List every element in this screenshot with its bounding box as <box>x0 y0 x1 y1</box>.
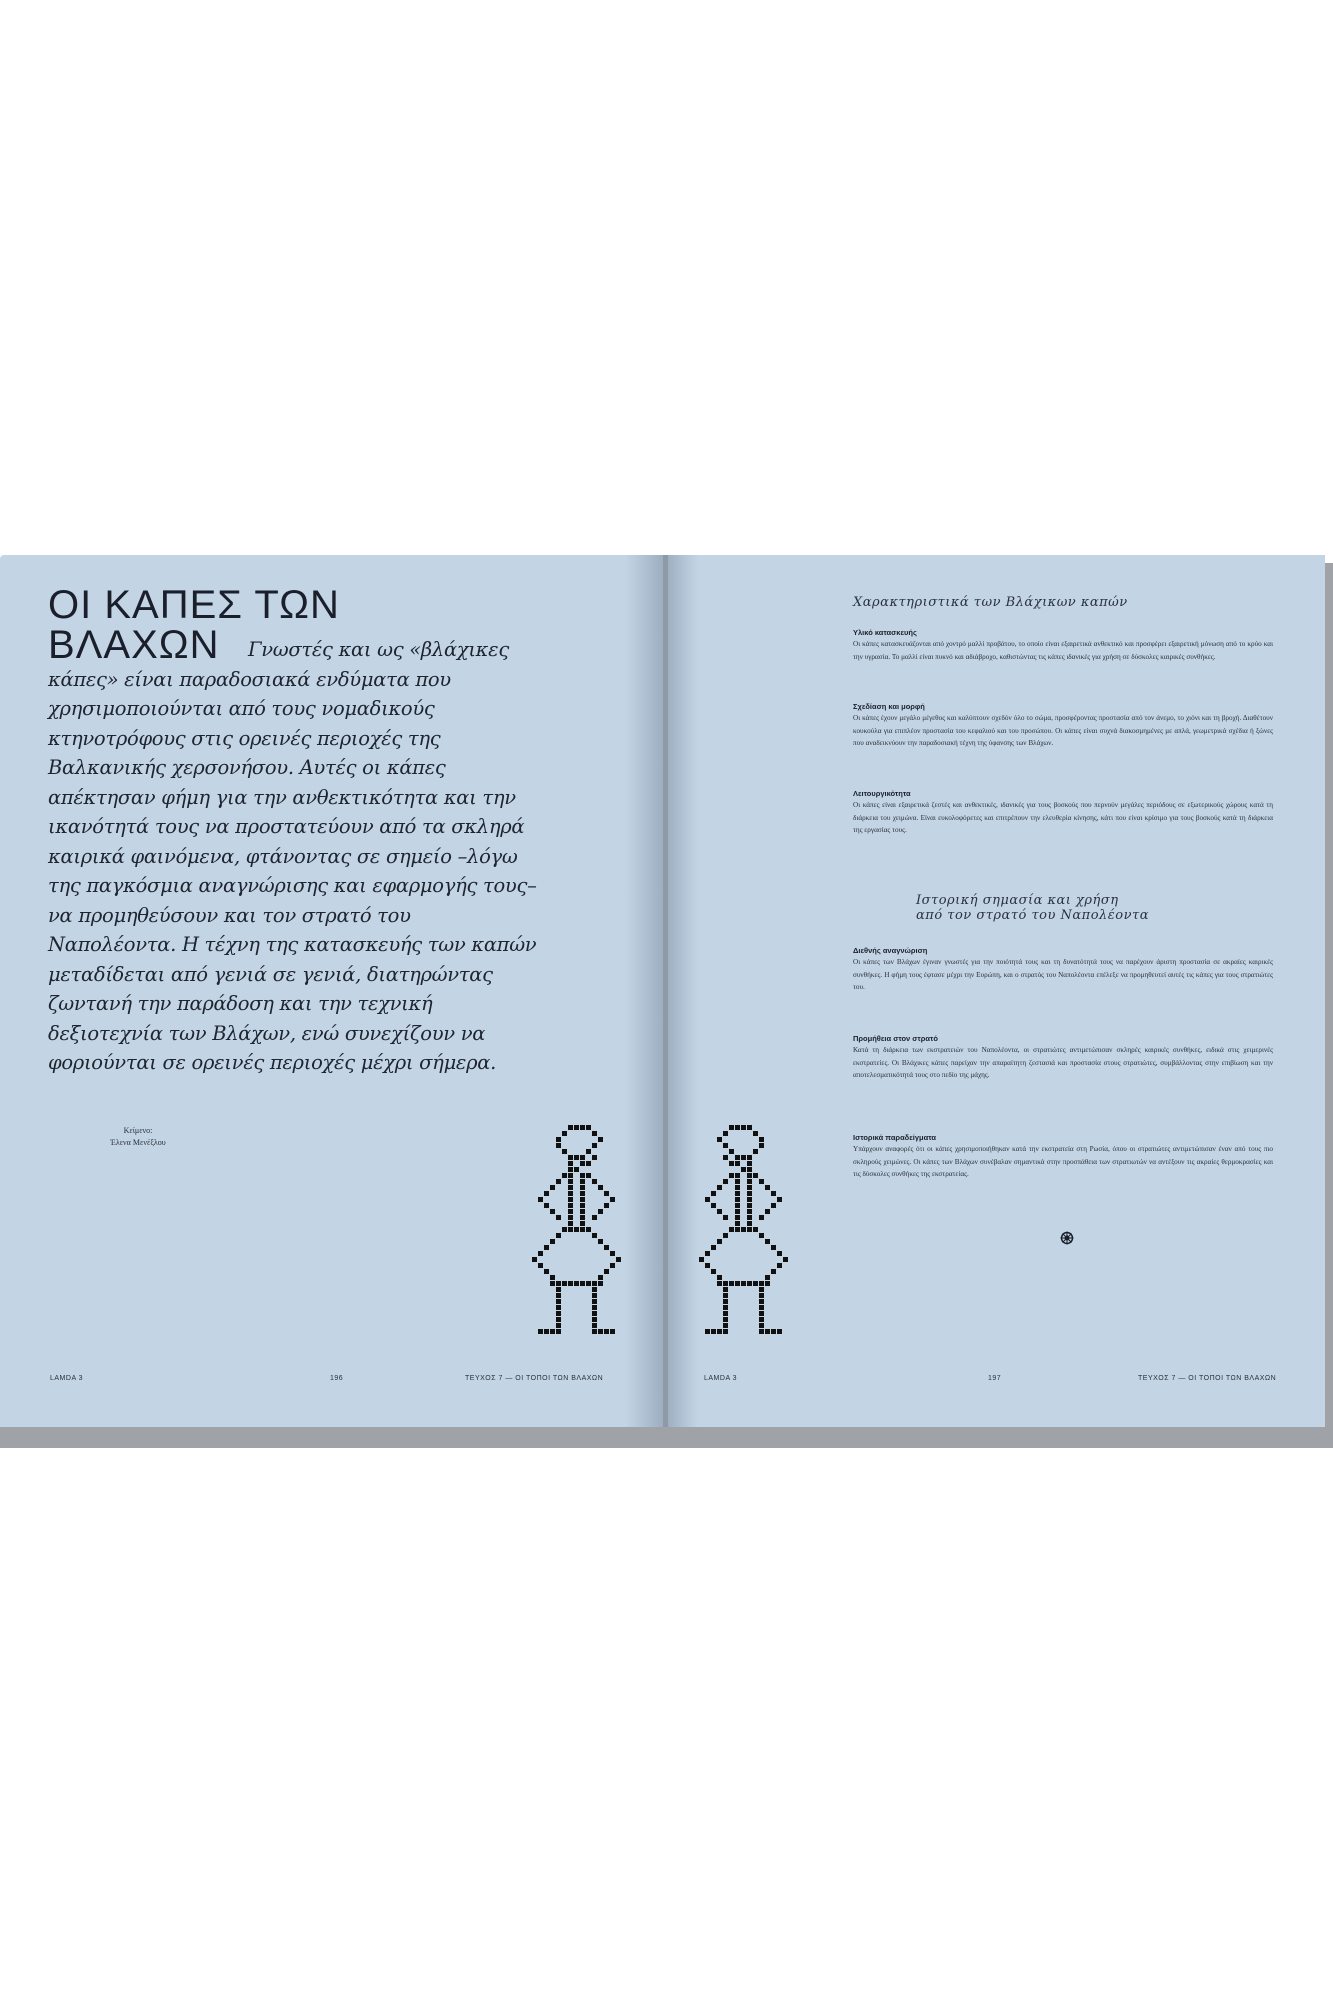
figure-pixel <box>723 1179 728 1184</box>
figure-pixel <box>556 1137 561 1142</box>
figure-pixel <box>705 1329 710 1334</box>
figure-pixel <box>747 1167 752 1172</box>
figure-pixel <box>723 1311 728 1316</box>
figure-pixel <box>586 1227 591 1232</box>
figure-pixel <box>556 1287 561 1292</box>
figure-pixel <box>759 1311 764 1316</box>
figure-pixel <box>759 1299 764 1304</box>
figure-pixel <box>771 1245 776 1250</box>
figure-pixel <box>580 1173 585 1178</box>
block-text: Κατά τη διάρκεια των εκστρατειών του Ναπολέοντα, οι στρατιώτες αντιμετώπισαν σκληρές καιρικές συνθήκες, ειδικά στις χειμερινές εκστρατείες. Οι Βλάχικες κάπες παρείχαν την απαραίτητη ζεστασιά και προστασία στους στρατιώτες, συμβάλλοντας στην επιβίωση και την αποτελεσματικότητά τους στο πεδίο της μάχης. <box>853 1046 1273 1079</box>
figure-pixel <box>568 1161 573 1166</box>
figure-pixel <box>574 1227 579 1232</box>
figure-pixel <box>580 1215 585 1220</box>
gutter-shade-left <box>625 555 665 1427</box>
figure-pixel <box>759 1215 764 1220</box>
pixel-figure-icon <box>532 1125 622 1343</box>
figure-pixel <box>568 1227 573 1232</box>
figure-pixel <box>735 1209 740 1214</box>
figure-pixel <box>598 1329 603 1334</box>
block-heading: Διεθνής αναγνώριση <box>853 946 928 955</box>
figure-pixel <box>765 1275 770 1280</box>
figure-pixel <box>747 1215 752 1220</box>
figure-pixel <box>735 1125 740 1130</box>
figure-pixel <box>592 1299 597 1304</box>
block-heading: Προμήθεια στον στρατό <box>853 1034 938 1043</box>
figure-pixel <box>592 1317 597 1322</box>
figure-pixel <box>556 1305 561 1310</box>
figure-pixel <box>574 1125 579 1130</box>
figure-pixel <box>586 1125 591 1130</box>
figure-pixel <box>729 1281 734 1286</box>
figure-pixel <box>574 1281 579 1286</box>
figure-pixel <box>747 1173 752 1178</box>
figure-pixel <box>759 1329 764 1334</box>
figure-pixel <box>729 1125 734 1130</box>
figure-pixel <box>765 1239 770 1244</box>
figure-pixel <box>717 1275 722 1280</box>
figure-pixel <box>747 1227 752 1232</box>
page-number-left: 196 <box>330 1375 344 1382</box>
figure-pixel <box>538 1329 543 1334</box>
figure-pixel <box>747 1203 752 1208</box>
figure-pixel <box>604 1191 609 1196</box>
block-heading: Λειτουργικότητα <box>853 789 911 798</box>
figure-pixel <box>735 1155 740 1160</box>
figure-pixel <box>568 1179 573 1184</box>
figure-pixel <box>723 1305 728 1310</box>
figure-pixel <box>771 1191 776 1196</box>
page-number-right: 197 <box>988 1375 1002 1382</box>
figure-pixel <box>735 1203 740 1208</box>
figure-pixel <box>610 1263 615 1268</box>
figure-pixel <box>723 1317 728 1322</box>
figure-pixel <box>711 1269 716 1274</box>
figure-pixel <box>604 1269 609 1274</box>
figure-pixel <box>568 1173 573 1178</box>
figure-pixel <box>747 1197 752 1202</box>
figure-pixel <box>598 1239 603 1244</box>
figure-pixel <box>777 1251 782 1256</box>
figure-pixel <box>717 1329 722 1334</box>
folio-issue-right: ΤΕΥΧΟΣ 7 — ΟΙ ΤΟΠΟΙ ΤΩΝ ΒΛΑΧΩΝ <box>1138 1375 1277 1382</box>
figure-pixel <box>586 1173 591 1178</box>
figure-pixel <box>759 1305 764 1310</box>
history-block <box>853 1033 1273 1082</box>
figure-pixel <box>747 1161 752 1166</box>
figure-pixel <box>747 1209 752 1214</box>
figure-pixel <box>580 1155 585 1160</box>
figure-pixel <box>568 1221 573 1226</box>
figure-pixel <box>592 1143 597 1148</box>
figure-pixel <box>735 1281 740 1286</box>
section-title-features: Χαρακτηριστικά των Βλάχικων καπών <box>853 595 1128 610</box>
figure-pixel <box>544 1203 549 1208</box>
figure-pixel <box>592 1131 597 1136</box>
figure-pixel <box>568 1155 573 1160</box>
figure-pixel <box>735 1161 740 1166</box>
feature-block <box>853 788 1273 837</box>
lead-text: Γνωστές και ως «βλάχικες κάπες» είναι παραδοσιακά ενδύματα που χρησιμοποιούνται από τους νομαδικούς κτηνοτρόφους στις ορεινές περιοχές της Βαλκανικής χερσονήσου. Αυτές οι κάπες απέκτησαν φήμη για την ανθεκτικότητα και την ικανότητά τους να προστατεύουν από τα σκληρά καιρικά φαινόμενα, φτάνοντας σε σημείο –λόγω της παγκόσμια αναγνώρισης και εφαρμογής τους– να προμηθεύσουν και τον στρατό του Ναπολέοντα. Η τέχνη της κατασκευής των καπών μεταδίδεται από γενιά σε γενιά, διατηρώντας ζωντανή την παράδοση και την τεχνική δεξιοτεχνία των Βλάχων, ενώ συνεχίζουν να φοριούνται σε ορεινές περιοχές μέχρι σήμερα. <box>48 638 537 1074</box>
figure-pixel <box>735 1173 740 1178</box>
figure-pixel <box>753 1173 758 1178</box>
figure-pixel <box>556 1311 561 1316</box>
figure-pixel <box>544 1245 549 1250</box>
history-block <box>853 945 1273 994</box>
figure-pixel <box>765 1185 770 1190</box>
feature-block <box>853 627 1273 663</box>
figure-pixel <box>765 1329 770 1334</box>
figure-pixel <box>759 1233 764 1238</box>
credit-label: Κείμενο: <box>123 1126 153 1135</box>
figure-pixel <box>592 1311 597 1316</box>
figure-pixel <box>544 1191 549 1196</box>
figure-pixel <box>568 1125 573 1130</box>
figure-pixel <box>723 1215 728 1220</box>
block-text: Οι κάπες των Βλάχων έγιναν γνωστές για την ποιότητά τους και τη δυνατότητά τους να παρέχουν άριστη προστασία σε ακραίες καιρικές συνθήκες. Η φήμη τους έφτασε μέχρι την Ευρώπη, και ο στρατός του Ναπολέοντα επέλεξε να προμηθευτεί αυτές τις κάπες για τους στρατιώτες του. <box>853 958 1273 991</box>
figure-pixel <box>735 1221 740 1226</box>
figure-pixel <box>586 1149 591 1154</box>
figure-pixel <box>556 1329 561 1334</box>
figure-pixel <box>568 1185 573 1190</box>
figure-pixel <box>783 1257 788 1262</box>
figure-pixel <box>741 1227 746 1232</box>
figure-pixel <box>562 1131 567 1136</box>
figure-pixel <box>735 1215 740 1220</box>
figure-pixel <box>747 1221 752 1226</box>
figure-pixel <box>759 1179 764 1184</box>
figure-pixel <box>735 1197 740 1202</box>
figure-pixel <box>568 1191 573 1196</box>
figure-pixel <box>771 1203 776 1208</box>
figure-pixel <box>592 1215 597 1220</box>
figure-pixel <box>610 1329 615 1334</box>
figure-pixel <box>741 1155 746 1160</box>
figure-pixel <box>556 1143 561 1148</box>
figure-pixel <box>580 1281 585 1286</box>
figure-pixel <box>711 1203 716 1208</box>
figure-pixel <box>538 1263 543 1268</box>
figure-pixel <box>598 1185 603 1190</box>
feature-block <box>853 701 1273 750</box>
figure-pixel <box>568 1197 573 1202</box>
figure-pixel <box>568 1281 573 1286</box>
figure-pixel <box>598 1275 603 1280</box>
block-text: Οι κάπες κατασκευάζονται από χοντρό μαλλί προβάτου, το οποίο είναι εξαιρετικά ανθεκτικό και προσφέρει εξαιρετική μόνωση από το κρύο και την υγρασία. Το μαλλί είναι πυκνό και αδιάβροχο, καθιστώντας τις κάπες ιδανικές για χρήση σε δύσκολες καιρικές συνθήκες. <box>853 640 1273 661</box>
figure-pixel <box>562 1227 567 1232</box>
left-page <box>0 555 665 1427</box>
figure-pixel <box>723 1281 728 1286</box>
figure-pixel <box>538 1197 543 1202</box>
figure-pixel <box>562 1281 567 1286</box>
figure-pixel <box>592 1233 597 1238</box>
figure-pixel <box>598 1281 603 1286</box>
figure-pixel <box>759 1287 764 1292</box>
figure-pixel <box>711 1329 716 1334</box>
figure-pixel <box>598 1137 603 1142</box>
figure-pixel <box>747 1155 752 1160</box>
figure-pixel <box>735 1185 740 1190</box>
folio-issue-left: ΤΕΥΧΟΣ 7 — ΟΙ ΤΟΠΟΙ ΤΩΝ ΒΛΑΧΩΝ <box>465 1375 604 1382</box>
block-text: Οι κάπες έχουν μεγάλο μέγεθος και καλύπτουν σχεδόν όλο το σώμα, προσφέροντας προστασία από τον άνεμο, το χιόνι και τη βροχή. Διαθέτουν κουκούλα για επιπλέον προστασία του κεφαλιού και του προσώπου. Οι κάπες είναι συχνά διακοσμημένες με απλά, γεωμετρικά σχέδια ή ξώνες που αναδεικνύουν την παραδοσιακή τέχνη της ύφανσης των Βλάχων. <box>853 714 1273 747</box>
figure-pixel <box>592 1179 597 1184</box>
figure-pixel <box>592 1287 597 1292</box>
figure-pixel <box>759 1281 764 1286</box>
figure-pixel <box>741 1125 746 1130</box>
figure-pixel <box>735 1179 740 1184</box>
figure-pixel <box>568 1167 573 1172</box>
figure-pixel <box>580 1161 585 1166</box>
figure-pixel <box>771 1269 776 1274</box>
figure-pixel <box>717 1137 722 1142</box>
figure-pixel <box>759 1293 764 1298</box>
figure-pixel <box>747 1185 752 1190</box>
figure-pixel <box>753 1227 758 1232</box>
magazine-spread <box>0 555 1333 1440</box>
figure-pixel <box>759 1317 764 1322</box>
figure-pixel <box>556 1293 561 1298</box>
figure-pixel <box>723 1287 728 1292</box>
figure-pixel <box>610 1251 615 1256</box>
figure-pixel <box>580 1209 585 1214</box>
figure-pixel <box>747 1125 752 1130</box>
figure-pixel <box>735 1191 740 1196</box>
figure-pixel <box>705 1263 710 1268</box>
figure-pixel <box>580 1179 585 1184</box>
figure-pixel <box>777 1329 782 1334</box>
figure-pixel <box>616 1257 621 1262</box>
figure-pixel <box>544 1329 549 1334</box>
figure-pixel <box>717 1281 722 1286</box>
figure-pixel <box>568 1203 573 1208</box>
figure-pixel <box>717 1209 722 1214</box>
credits <box>108 1125 168 1149</box>
figure-pixel <box>574 1155 579 1160</box>
figure-pixel <box>729 1173 734 1178</box>
figure-pixel <box>580 1185 585 1190</box>
figure-pixel <box>586 1281 591 1286</box>
article-title: ΟΙ ΚΑΠΕΣ ΤΩΝ ΒΛΑΧΩΝ <box>48 583 340 667</box>
figure-pixel <box>592 1323 597 1328</box>
figure-pixel <box>723 1155 728 1160</box>
lead-paragraph <box>48 635 543 1078</box>
figure-pixel <box>556 1317 561 1322</box>
figure-pixel <box>699 1257 704 1262</box>
figure-pixel <box>574 1167 579 1172</box>
figure-pixel <box>550 1329 555 1334</box>
figure-pixel <box>610 1197 615 1202</box>
figure-pixel <box>747 1179 752 1184</box>
figure-pixel <box>723 1131 728 1136</box>
figure-pixel <box>777 1197 782 1202</box>
figure-pixel <box>580 1203 585 1208</box>
credit-name: Έλενα Μενέξλου <box>110 1138 166 1147</box>
figure-pixel <box>580 1221 585 1226</box>
pixel-figure-icon <box>698 1125 788 1343</box>
figure-pixel <box>580 1191 585 1196</box>
figure-pixel <box>723 1233 728 1238</box>
figure-pixel <box>580 1227 585 1232</box>
figure-pixel <box>592 1329 597 1334</box>
figure-pixel <box>568 1215 573 1220</box>
figure-pixel <box>586 1161 591 1166</box>
figure-pixel <box>777 1263 782 1268</box>
figure-pixel <box>532 1257 537 1262</box>
figure-pixel <box>592 1281 597 1286</box>
figure-pixel <box>550 1209 555 1214</box>
section-title-history: Ιστορική σημασία και χρήση από τον στρατό του Ναπολέοντα <box>916 893 1149 923</box>
figure-pixel <box>556 1281 561 1286</box>
figure-pixel <box>753 1281 758 1286</box>
figure-pixel <box>771 1329 776 1334</box>
figure-pixel <box>556 1215 561 1220</box>
figure-pixel <box>550 1275 555 1280</box>
gutter-shade-right <box>668 555 698 1427</box>
block-text: Υπάρχουν αναφορές ότι οι κάπες χρησιμοποιήθηκαν κατά την εκστρατεία στη Ρωσία, όπου οι στρατιώτες αντιμετώπισαν έναν από τους πιο σκληρούς χειμώνες. Οι κάπες των Βλάχων συνέβαλαν σημαντικά στην προσπάθεια των στρατιωτών να αντέξουν τις ακραίες θερμοκρασίες και τις δύσκολες συνθήκες της εκστρατείας. <box>853 1145 1273 1178</box>
figure-pixel <box>568 1209 573 1214</box>
figure-pixel <box>604 1245 609 1250</box>
figure-pixel <box>556 1233 561 1238</box>
figure-pixel <box>753 1149 758 1154</box>
figure-pixel <box>741 1281 746 1286</box>
figure-pixel <box>729 1161 734 1166</box>
block-heading: Υλικό κατασκευής <box>853 628 917 637</box>
figure-pixel <box>759 1323 764 1328</box>
figure-pixel <box>729 1227 734 1232</box>
figure-pixel <box>550 1185 555 1190</box>
figure-pixel <box>592 1155 597 1160</box>
right-page <box>668 555 1325 1427</box>
folio-left: LAMDA 3 <box>704 1375 738 1382</box>
figure-pixel <box>735 1227 740 1232</box>
figure-pixel <box>729 1149 734 1154</box>
figure-pixel <box>723 1293 728 1298</box>
figure-pixel <box>604 1203 609 1208</box>
block-text: Οι κάπες είναι εξαιρετικά ζεστές και ανθεκτικές, ιδανικές για τους βοσκούς που περνούν μεγάλες περιόδους σε εξωτερικούς χώρους κατά τη διάρκεια του χειμώνα. Είναι ευκολοφόρετες και επιτρέπουν την ελευθερία κίνησης, κάτι που είναι κρίσιμο για τους βοσκούς κατά τη διάρκεια της εργασίας τους. <box>853 801 1273 834</box>
figure-pixel <box>723 1323 728 1328</box>
figure-pixel <box>705 1251 710 1256</box>
figure-pixel <box>592 1293 597 1298</box>
figure-pixel <box>550 1239 555 1244</box>
figure-pixel <box>741 1167 746 1172</box>
figure-pixel <box>753 1131 758 1136</box>
folio-left: LAMDA 3 <box>50 1375 84 1382</box>
figure-pixel <box>717 1185 722 1190</box>
figure-pixel <box>592 1305 597 1310</box>
history-block <box>853 1132 1273 1181</box>
figure-pixel <box>711 1245 716 1250</box>
block-heading: Ιστορικά παραδείγματα <box>853 1133 936 1142</box>
figure-pixel <box>759 1137 764 1142</box>
figure-pixel <box>550 1281 555 1286</box>
figure-pixel <box>747 1191 752 1196</box>
ornament-icon <box>1060 1231 1074 1245</box>
figure-pixel <box>562 1149 567 1154</box>
figure-pixel <box>556 1179 561 1184</box>
figure-pixel <box>765 1209 770 1214</box>
figure-pixel <box>717 1239 722 1244</box>
figure-pixel <box>598 1209 603 1214</box>
block-heading: Σχεδίαση και μορφή <box>853 702 925 711</box>
figure-pixel <box>723 1143 728 1148</box>
figure-pixel <box>556 1299 561 1304</box>
figure-pixel <box>723 1299 728 1304</box>
figure-pixel <box>538 1251 543 1256</box>
figure-pixel <box>580 1125 585 1130</box>
figure-pixel <box>711 1191 716 1196</box>
figure-pixel <box>747 1281 752 1286</box>
figure-pixel <box>580 1197 585 1202</box>
figure-pixel <box>556 1323 561 1328</box>
figure-pixel <box>723 1329 728 1334</box>
figure-pixel <box>705 1197 710 1202</box>
figure-pixel <box>759 1143 764 1148</box>
figure-pixel <box>544 1269 549 1274</box>
figure-pixel <box>604 1329 609 1334</box>
figure-pixel <box>765 1281 770 1286</box>
figure-pixel <box>562 1173 567 1178</box>
